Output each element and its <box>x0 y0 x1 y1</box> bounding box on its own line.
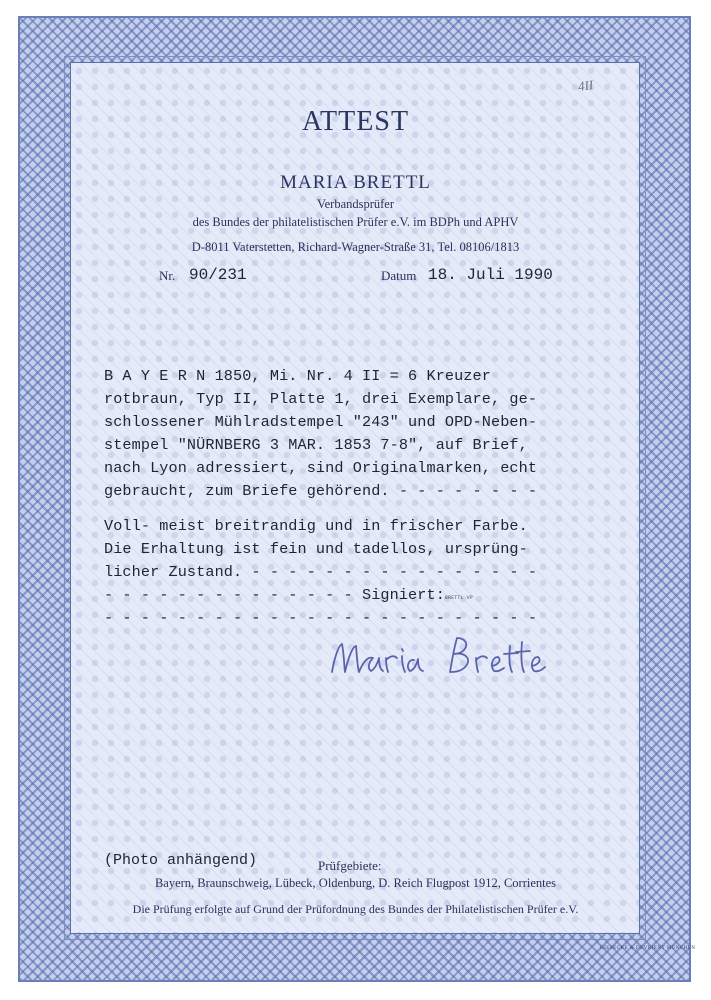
body-line: nach Lyon adressiert, sind Originalmarken, echt <box>104 459 538 477</box>
body-line: stempel "NÜRNBERG 3 MAR. 1853 7-8", auf Brief, <box>104 436 528 454</box>
photo-note: (Photo anhängend) <box>104 852 258 869</box>
signed-label: - - - - - - - - - - - - - - Signiert: <box>104 586 445 604</box>
signed-line <box>104 586 473 604</box>
examination-fields-label: Prüfgebiete: <box>318 858 382 873</box>
body-line: rotbraun, Typ II, Platte 1, drei Exemplare, ge- <box>104 390 538 408</box>
reference-number-label: Nr. <box>159 268 176 283</box>
signature-text: Maria Brettl <box>326 682 331 683</box>
corner-note: 4II <box>576 77 595 94</box>
date-label: Datum <box>381 268 417 283</box>
printer-imprint: GIESECKE & DEVRIENT MÜNCHEN <box>600 946 696 951</box>
regulation-note: Die Prüfung erfolgte auf Grund der Prüfordnung des Bundes der Philatelistischen Prüfer e.V. <box>132 902 579 916</box>
examination-fields: Bayern, Braunschweig, Lübeck, Oldenburg, D. Reich Flugpost 1912, Corrientes <box>154 876 557 890</box>
body-line: schlossener Mühlradstempel "243" und OPD-Neben- <box>104 413 538 431</box>
certificate-title: ATTEST <box>301 106 410 137</box>
examiner-name: MARIA BRETTL <box>280 172 431 193</box>
handwritten-signature <box>326 632 556 684</box>
examiner-address: D-8011 Vaterstetten, Richard-Wagner-Straße 31, Tel. 08106/1813 <box>191 240 520 254</box>
body-line: Voll- meist breitrandig und in frischer Farbe. <box>104 517 528 535</box>
certificate-date: 18. Juli 1990 <box>428 266 553 284</box>
examiner-association: des Bundes der philatelistischen Prüfer e.V. im BDPh und APHV <box>192 215 519 229</box>
body-line: licher Zustand. - - - - - - - - - - - - - - - - <box>104 563 538 581</box>
examiner-role: Verbandsprüfer <box>316 197 395 211</box>
body-line: - - - - - - - - - - - - - - - - - - - - - - - - <box>104 609 538 627</box>
body-line: Die Erhaltung ist fein und tadellos, ursprüng- <box>104 540 528 558</box>
signed-mark: BRETTL VP <box>444 595 473 601</box>
body-line: gebraucht, zum Briefe gehörend. - - - - - - - - <box>104 482 538 500</box>
reference-number: 90/231 <box>189 266 247 284</box>
body-line: B A Y E R N 1850, Mi. Nr. 4 II = 6 Kreuzer <box>104 367 491 385</box>
